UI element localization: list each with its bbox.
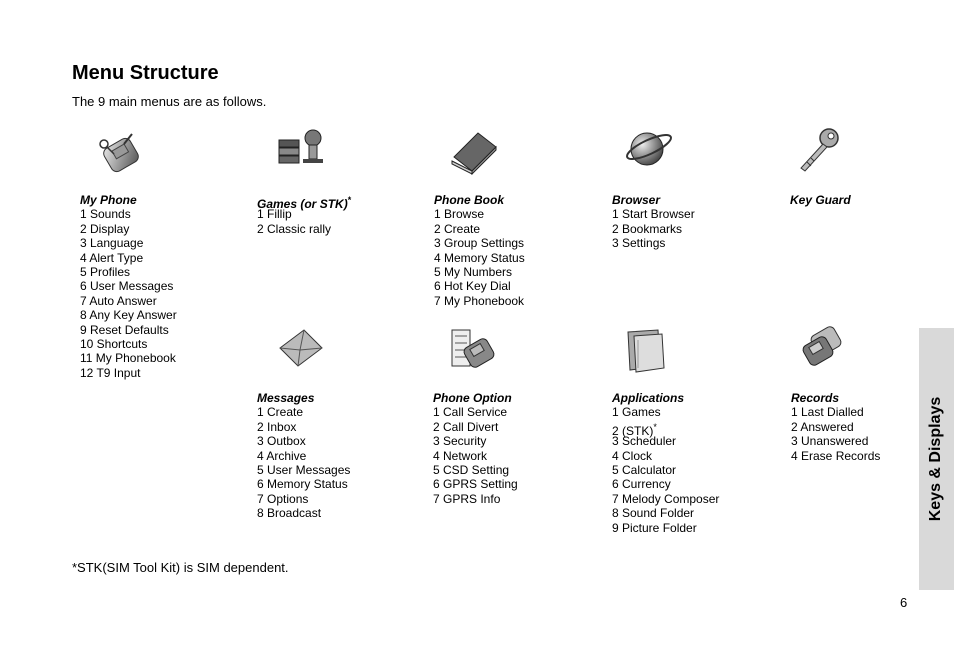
- book-icon: [448, 127, 498, 175]
- menu-item: 5 My Numbers: [434, 264, 513, 279]
- phones-stack-icon: [797, 324, 847, 372]
- menu-item: 7 GPRS Info: [433, 491, 501, 506]
- menu-item: 5 User Messages: [257, 462, 351, 477]
- menu-item: 6 User Messages: [80, 279, 174, 294]
- menu-browser: [612, 193, 695, 251]
- phone-settings-icon: [98, 128, 148, 176]
- menu-item: 5 Profiles: [80, 264, 131, 279]
- section-tab: [919, 328, 954, 590]
- menu-title: Phone Book: [434, 193, 505, 207]
- menu-applications: [612, 391, 719, 535]
- section-tab-label: Keys & Displays: [927, 396, 944, 522]
- menu-item: 2 Inbox: [257, 419, 297, 434]
- folder-icon: [624, 326, 674, 374]
- menu-item: [612, 420, 719, 438]
- footnote: *STK(SIM Tool Kit) is SIM dependent.: [72, 560, 289, 575]
- menu-item: 1 Fillip: [257, 207, 292, 222]
- menu-my-phone: [80, 193, 177, 380]
- menu-item: 3 Scheduler: [612, 434, 677, 449]
- menu-item: 1 Last Dialled: [791, 405, 864, 420]
- menu-item: 10 Shortcuts: [80, 336, 148, 351]
- menu-item: 8 Any Key Answer: [80, 308, 177, 323]
- menu-item: 7 Options: [257, 491, 309, 506]
- menu-title-text: Games (or STK): [257, 197, 348, 211]
- menu-title: Records: [791, 391, 840, 405]
- menu-item: 4 Erase Records: [791, 448, 881, 463]
- menu-item: 12 T9 Input: [80, 365, 141, 380]
- menu-item: 1 Start Browser: [612, 207, 695, 222]
- games-icon: [277, 126, 327, 174]
- menu-item-text: 2 (STK): [612, 423, 654, 438]
- menu-title: Key Guard: [790, 193, 851, 207]
- menu-games: [257, 193, 351, 236]
- menu-item: 2 Display: [80, 221, 130, 236]
- menu-item: 6 Hot Key Dial: [434, 279, 511, 294]
- menu-title: Messages: [257, 391, 315, 405]
- menu-item: 1 Sounds: [80, 207, 131, 222]
- menu-item: 3 Language: [80, 236, 144, 251]
- menu-title: [257, 193, 352, 211]
- menu-item: 1 Games: [612, 405, 661, 420]
- menu-item: 9 Reset Defaults: [80, 322, 169, 337]
- menu-item: 4 Clock: [612, 448, 653, 463]
- menu-item: 4 Archive: [257, 448, 307, 463]
- menu-title: Phone Option: [433, 391, 512, 405]
- menu-item: 2 Bookmarks: [612, 221, 683, 236]
- menu-item: 1 Call Service: [433, 405, 508, 420]
- page-number: 6: [900, 595, 908, 610]
- menu-item: 4 Alert Type: [80, 250, 144, 265]
- menu-item: 3 Settings: [612, 236, 666, 251]
- menu-item: 9 Picture Folder: [612, 520, 697, 535]
- menu-item: 1 Browse: [434, 207, 485, 222]
- intro-text: The 9 main menus are as follows.: [72, 94, 267, 109]
- menu-item: 8 Broadcast: [257, 506, 322, 521]
- menu-item: 8 Sound Folder: [612, 506, 695, 521]
- menu-item: 2 Call Divert: [433, 419, 499, 434]
- menu-item: 3 Security: [433, 434, 487, 449]
- menu-item: 6 Memory Status: [257, 477, 348, 492]
- menu-phone-book: [434, 193, 525, 308]
- phone-checklist-icon: [448, 326, 498, 374]
- footnote-marker: *: [347, 195, 352, 205]
- envelope-icon: [276, 326, 326, 374]
- menu-item: 1 Create: [257, 405, 304, 420]
- menu-messages: [257, 391, 350, 521]
- menu-item: 4 Memory Status: [434, 250, 525, 265]
- menu-item: 5 CSD Setting: [433, 462, 510, 477]
- menu-item: 7 Melody Composer: [612, 491, 720, 506]
- menu-title: Applications: [612, 391, 685, 405]
- menu-key-guard: [790, 193, 851, 207]
- menu-item: 3 Outbox: [257, 434, 306, 449]
- menu-records: [791, 391, 880, 463]
- globe-icon: [625, 125, 675, 173]
- menu-item: 7 My Phonebook: [434, 293, 525, 308]
- menu-item: 2 Answered: [791, 419, 854, 434]
- menu-item: 3 Unanswered: [791, 434, 869, 449]
- menu-item: 2 Classic rally: [257, 221, 332, 236]
- menu-item: 7 Auto Answer: [80, 293, 157, 308]
- menu-item: 6 GPRS Setting: [433, 477, 518, 492]
- menu-item: 2 Create: [434, 221, 481, 236]
- page-title: Menu Structure: [72, 62, 219, 84]
- menu-item: 11 My Phonebook: [80, 351, 176, 366]
- menu-title: Browser: [612, 193, 661, 207]
- menu-title: My Phone: [80, 193, 137, 207]
- menu-item: 6 Currency: [612, 477, 671, 492]
- menu-item: 3 Group Settings: [434, 236, 525, 251]
- menu-item: 5 Calculator: [612, 462, 677, 477]
- footnote-marker: *: [653, 421, 657, 432]
- menu-item: 4 Network: [433, 448, 488, 463]
- key-icon: [795, 126, 845, 174]
- menu-phone-option: [433, 391, 518, 506]
